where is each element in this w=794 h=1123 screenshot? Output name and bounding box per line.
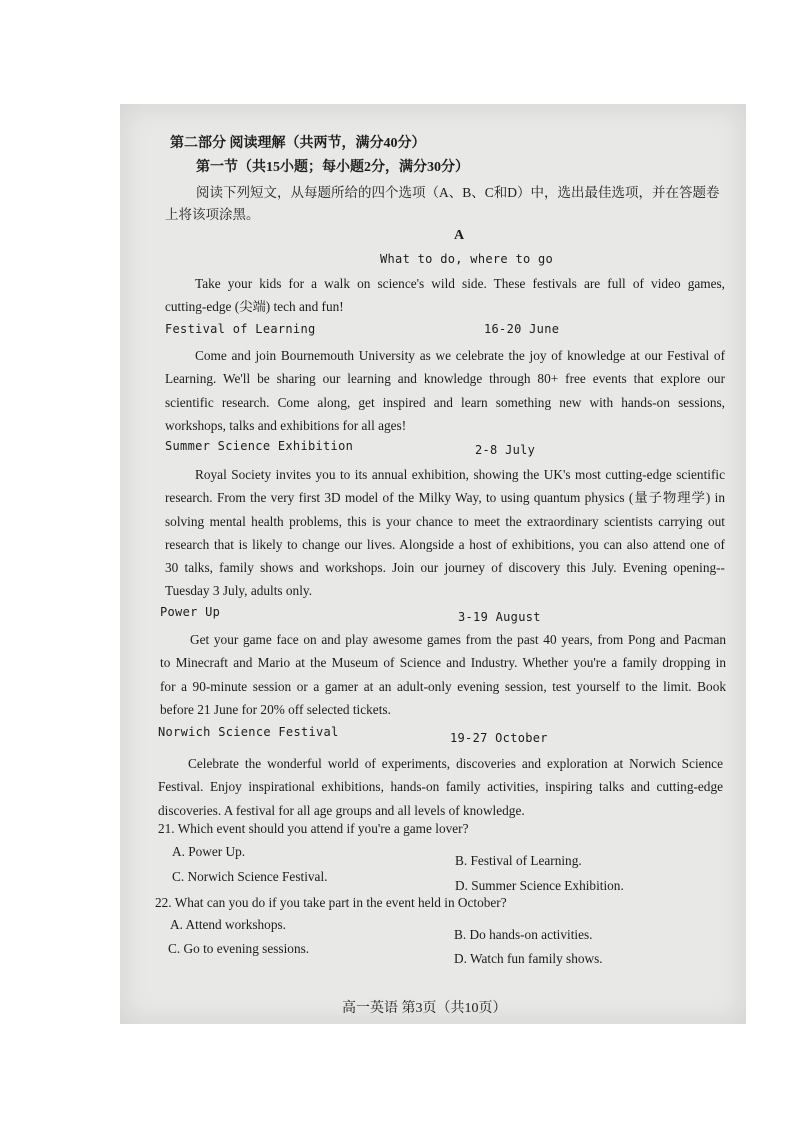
answer-option: C. Norwich Science Festival. — [172, 869, 328, 884]
answer-option: D. Summer Science Exhibition. — [455, 878, 624, 893]
event-line: Royal Society invites you to its annual exhibition, showing the UK's most cutting-edge scientific — [195, 467, 725, 482]
event-line: Tuesday 3 July, adults only. — [165, 583, 313, 599]
event-line: solving mental health problems, this is your chance to meet the extraordinary scientists carrying out — [165, 513, 725, 529]
question-stem: 21. Which event should you attend if you're a game lover? — [158, 821, 469, 836]
event-line: scientific research. Come along, get inspired and learn something new with hands-on sessions, — [165, 394, 725, 410]
event-line: for a 90-minute session or a gamer at an adult-only evening session, test yourself to the limit. Book — [160, 678, 726, 694]
event-line: Festival. Enjoy inspirational exhibitions, hands-on family activities, inspiring talks and cutting-edge — [158, 779, 723, 795]
answer-option: D. Watch fun family shows. — [454, 951, 603, 966]
section-title: 第二部分 阅读理解（共两节，满分40分） — [170, 136, 426, 151]
passage-intro — [165, 272, 725, 319]
page-footer: 高一英语 第3页（共10页） — [342, 1001, 507, 1016]
event-date: 16-20 June — [484, 322, 560, 336]
event-name: Summer Science Exhibition — [165, 439, 354, 453]
event-line: Celebrate the wonderful world of experiments, discoveries and exploration at Norwich Science — [188, 756, 723, 771]
event-description — [165, 463, 725, 603]
question-stem: 22. What can you do if you take part in the event held in October? — [155, 895, 507, 910]
event-line: before 21 June for 20% off selected tickets. — [160, 701, 391, 717]
event-line: 30 talks, family shows and workshops. Join our journey of discovery this July. Evening opening-- — [165, 560, 725, 576]
instruction-line-2: 上将该项涂黑。 — [165, 207, 260, 222]
instruction-line-1: 阅读下列短文，从每题所给的四个选项（A、B、C和D）中，选出最佳选项，并在答题卷 — [196, 185, 720, 200]
event-line: discoveries. A festival for all age groups and all levels of knowledge. — [158, 802, 525, 818]
intro-line: cutting-edge (尖端) tech and fun! — [165, 299, 344, 315]
event-line: workshops, talks and exhibitions for all ages! — [165, 417, 407, 433]
exam-page — [120, 104, 746, 1024]
event-description — [165, 344, 725, 437]
event-date: 19-27 October — [450, 731, 548, 745]
event-line: research. From the very first 3D model of the Milky Way, to using quantum physics (量子物理学) in — [165, 490, 725, 506]
subsection-title: 第一节（共15小题；每小题2分，满分30分） — [196, 160, 469, 175]
event-description — [158, 752, 723, 822]
event-line: Learning. We'll be sharing our learning and knowledge through 80+ free events that explore our — [165, 371, 725, 387]
answer-option: B. Do hands-on activities. — [454, 927, 593, 942]
event-description — [160, 628, 726, 721]
event-line: Come and join Bournemouth University as we celebrate the joy of knowledge at our Festival of — [195, 348, 725, 363]
event-name: Power Up — [160, 605, 221, 619]
event-line: to Minecraft and Mario at the Museum of Science and Industry. Whether you're a family dropping in — [160, 655, 726, 671]
event-line: Get your game face on and play awesome games from the past 40 years, from Pong and Pacman — [190, 632, 726, 647]
event-date: 3-19 August — [458, 610, 541, 624]
event-line: research that is likely to change our lives. Alongside a host of exhibitions, you can also attend one of — [165, 536, 725, 552]
answer-option: A. Attend workshops. — [170, 917, 286, 932]
answer-option: B. Festival of Learning. — [455, 853, 582, 868]
event-date: 2-8 July — [475, 443, 536, 457]
event-name: Norwich Science Festival — [158, 725, 339, 739]
passage-title: What to do, where to go — [380, 252, 554, 266]
answer-option: C. Go to evening sessions. — [168, 941, 310, 956]
intro-line: Take your kids for a walk on science's wild side. These festivals are full of video games, — [195, 276, 725, 291]
event-name: Festival of Learning — [165, 322, 316, 336]
answer-option: A. Power Up. — [172, 844, 246, 859]
passage-letter: A — [454, 228, 465, 243]
